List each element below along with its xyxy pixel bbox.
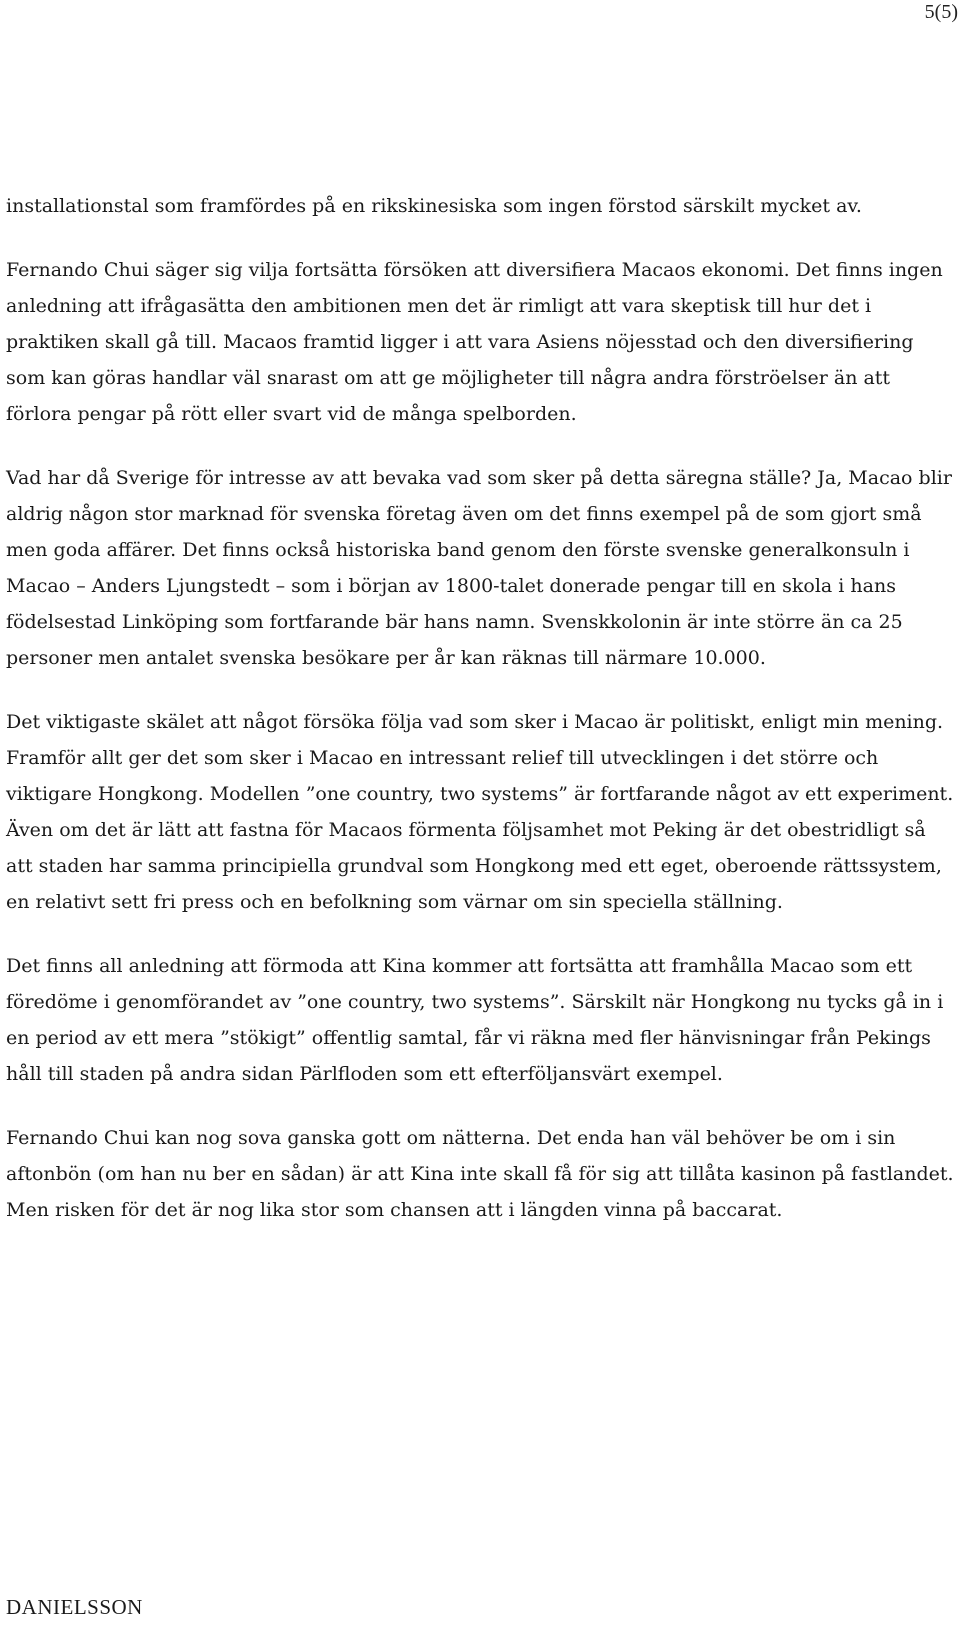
paragraph-5: Det finns all anledning att förmoda att Kina kommer att fortsätta att framhålla Macao som ett föredöme i genomförandet av ”one country, two systems”. Särskilt när Hongkong nu tycks gå in i en period av ett mera ”stökigt” offentlig samtal, får vi räkna med fler hänvisningar från Pekings håll till staden på andra sidan Pärlfloden som ett efterföljansvärt exempel. — [6, 955, 944, 1085]
paragraph-1: installationstal som framfördes på en rikskinesiska som ingen förstod särskilt mycket av. — [6, 195, 862, 217]
paragraph-3: Vad har då Sverige för intresse av att bevaka vad som sker på detta säregna ställe? Ja, Macao blir aldrig någon stor marknad för svenska företag även om det finns exempel på de som gjort små men goda affärer. Det finns också historiska band genom den förste svenske generalkonsuln i Macao – Anders Ljungstedt – som i början av 1800-talet donerade pengar till en skola i hans födelsestad Linköping som fortfarande bär hans namn. Svenskkolonin är inte större än ca 25 personer men antalet svenska besökare per år kan räknas till närmare 10.000. — [6, 467, 952, 669]
document-body — [6, 188, 956, 1256]
paragraph-6: Fernando Chui kan nog sova ganska gott om nätterna. Det enda han väl behöver be om i sin aftonbön (om han nu ber en sådan) är att Kina inte skall få för sig att tillåta kasinon på fastlandet. Men risken för det är nog lika stor som chansen att i längden vinna på baccarat. — [6, 1127, 954, 1221]
page-number: 5(5) — [924, 1, 958, 23]
paragraph-4: Det viktigaste skälet att något försöka följa vad som sker i Macao är politiskt, enligt min mening. Framför allt ger det som sker i Macao en intressant relief till utvecklingen i det större och viktigare Hongkong. Modellen ”one country, two systems” är fortfarande något av ett experiment. Även om det är lätt att fastna för Macaos förmenta följsamhet mot Peking är det obestridligt så att staden har samma principiella grundval som Hongkong med ett eget, oberoende rättssystem, en relativt sett fri press och en befolkning som värnar om sin speciella ställning. — [6, 711, 954, 913]
paragraph-2: Fernando Chui säger sig vilja fortsätta försöken att diversifiera Macaos ekonomi. Det finns ingen anledning att ifrågasätta den ambitionen men det är rimligt att vara skeptisk till hur det i praktiken skall gå till. Macaos framtid ligger i att vara Asiens nöjesstad och den diversifiering som kan göras handlar väl snarast om att ge möjligheter till några andra förströelser än att förlora pengar på rött eller svart vid de många spelborden. — [6, 259, 943, 425]
author-signature: DANIELSSON — [6, 1595, 143, 1619]
